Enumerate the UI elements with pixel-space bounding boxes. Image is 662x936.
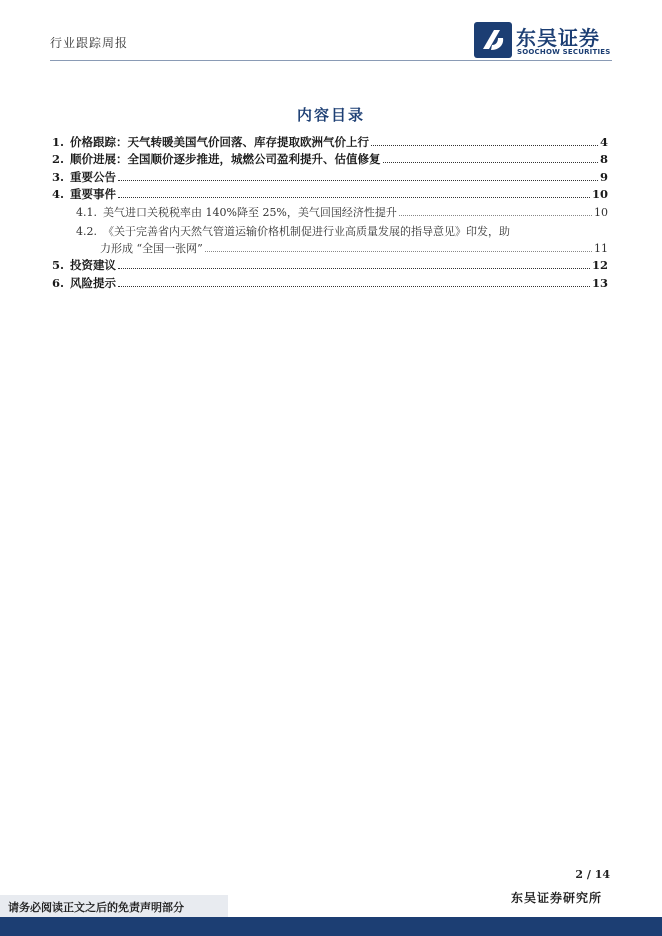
toc-entry-5[interactable] (52, 256, 608, 274)
toc-entry-text: 力形成 “全国一张网” (100, 241, 203, 255)
page-indicator: 2 / 14 (575, 868, 610, 881)
toc-entry-page: 4 (599, 134, 608, 149)
toc-entry-page: 9 (599, 169, 608, 184)
toc-entry-number: 6. (52, 275, 65, 290)
toc-entry-text: 重要事件 (70, 187, 117, 201)
toc-entry-number: 1. (52, 134, 65, 149)
toc-entry-number: 5. (52, 258, 65, 272)
toc-entry-4-2[interactable] (52, 220, 608, 239)
toc-leader-dots (118, 197, 590, 198)
toc-entry-2[interactable] (52, 150, 608, 168)
toc-leader-dots (118, 180, 598, 181)
brand-logo (474, 22, 624, 60)
disclaimer-notice: 请务必阅读正文之后的免责声明部分 (8, 901, 184, 914)
toc-entry-3[interactable] (52, 167, 608, 185)
toc-entry-text: 投资建议 (70, 258, 117, 272)
toc-entry-number: 3. (52, 169, 65, 184)
toc-leader-dots (383, 162, 598, 163)
toc-leader-dots (371, 145, 598, 146)
toc-entry-number: 2. (52, 152, 65, 166)
table-of-contents (52, 132, 608, 291)
toc-entry-number: 4.1. (76, 205, 97, 219)
toc-entry-number: 4.2. (76, 224, 97, 238)
toc-leader-dots (118, 286, 590, 287)
toc-entry-page: 13 (591, 275, 608, 290)
toc-entry-text: 风险提示 (70, 275, 117, 290)
brand-name-cn: 东吴证券 (516, 26, 600, 50)
report-type-label: 行业跟踪周报 (50, 36, 129, 50)
toc-entry-text: 价格跟踪：天气转暖美国气价回落、库存提取欧洲气价上行 (70, 134, 370, 149)
footer-company-name: 东吴证券研究所 (511, 891, 603, 905)
toc-entry-text: 美气进口关税税率由 140%降至 25%，美气回国经济性提升 (103, 205, 397, 219)
brand-name-en: SOOCHOW SECURITIES (517, 48, 611, 56)
toc-leader-dots (399, 215, 592, 216)
toc-entry-6[interactable] (52, 273, 608, 291)
toc-entry-text: 顺价进展：全国顺价逐步推进，城燃公司盈利提升、估值修复 (70, 152, 381, 166)
toc-leader-dots (118, 268, 590, 269)
toc-entry-page: 10 (591, 187, 608, 201)
toc-leader-dots (205, 251, 592, 252)
toc-entry-page: 8 (599, 152, 608, 166)
toc-entry-page: 12 (591, 258, 608, 272)
toc-entry-4-1[interactable] (52, 202, 608, 220)
header-divider (50, 60, 612, 61)
toc-entry-4-2-continued[interactable] (52, 239, 608, 256)
toc-entry-text: 重要公告 (70, 169, 117, 184)
toc-title: 内容目录 (296, 106, 365, 124)
toc-entry-page: 10 (594, 205, 608, 219)
toc-entry-4[interactable] (52, 185, 608, 203)
soochow-logo-icon (474, 22, 512, 58)
footer-bar (0, 917, 662, 936)
toc-entry-text: 《关于完善省内天然气管道运输价格机制促进行业高质量发展的指导意见》印发，助 (103, 224, 510, 238)
toc-entry-number: 4. (52, 187, 65, 201)
toc-entry-page: 11 (594, 241, 608, 255)
toc-entry-1[interactable] (52, 132, 608, 150)
